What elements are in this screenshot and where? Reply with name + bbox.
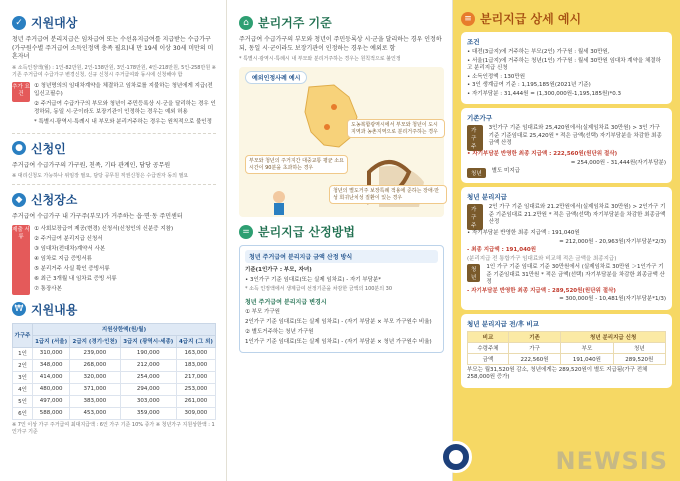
table-cell: 268,000: [70, 359, 121, 371]
section-title: 신청장소: [31, 193, 78, 207]
table-cell: 183,000: [176, 359, 215, 371]
callout-commute: 부모와 청년의 주거지간 대중교통 평균 소요시간이 90분을 초과하는 경우: [245, 155, 348, 174]
calc-item: ① 부모 가구원: [245, 309, 280, 315]
card-title: 청년 분리지급 전/후 비교: [467, 319, 539, 328]
list-item: ① 청년명의의 임대차계약을 체결하고 임차료를 지불하는 청년에게 지급(전입신고필수): [34, 82, 213, 97]
section-detail: [461, 10, 672, 27]
table-row: [13, 359, 216, 371]
compare-note: 부모는 월31,520원 감소, 청년에게는 289,520원이 별도 지급됨(가구 전체 258,000원 증가): [467, 366, 648, 380]
table-cell: 가구: [508, 342, 560, 353]
watermark: NEWSIS: [555, 447, 668, 475]
householder-tag: 가구주: [467, 125, 483, 151]
list-item: ⑤ 분리거주 사실 확인 증빙서류: [34, 265, 110, 272]
compare-card: [461, 314, 672, 388]
card-title: 청년 분리지급: [467, 193, 507, 201]
condition-card: [461, 32, 672, 104]
list-item: * 특별시·광역시·특례시 내 부모와 분리거주하는 경우는 원칙적으로 불인정: [34, 118, 212, 125]
section-title: 신청인: [31, 141, 66, 156]
right-panel: [453, 0, 680, 481]
table-note: ※ 7인 이상 가구 주거급여 최대지급액 : 6인 가구 기준 10% 증가 ※ 청년가구 지원상한액 : 1인가구 기준: [12, 421, 215, 435]
calc-item: 2인가구 기준 임대료(또는 실제 임차료) - (자기 부담분 × 부모 가구원수 비율): [245, 319, 432, 325]
check-icon: ✓: [12, 16, 26, 30]
doc-tag: 제출 서류: [12, 225, 30, 295]
ministry-seal-logo: [440, 441, 472, 473]
section-calc: [239, 223, 444, 240]
section-title: 지원대상: [31, 16, 78, 30]
table-cell: 217,000: [176, 371, 215, 383]
table-cell: 청년: [613, 342, 665, 353]
table-header: 청년 분리지급 신청: [561, 331, 666, 342]
list-item: ③ 임대차(전대차)계약서 사본: [34, 245, 106, 252]
split-calc: • 자기부담분 반영한 최종 지급액 : 191,040원: [467, 230, 580, 236]
table-cell: 4인: [13, 383, 33, 395]
list-item: ⑥ 최근 3개월 내 임차료 증빙 서류: [34, 275, 117, 282]
table-row: [13, 395, 216, 407]
applicant-text: 주거급여 수급가구의 가구원, 친족, 기타 관계인, 담당 공무원: [12, 161, 171, 169]
table-cell: 190,000: [120, 347, 176, 359]
table-row: [13, 371, 216, 383]
table-cell: 309,000: [176, 407, 215, 419]
table-cell: 371,000: [70, 383, 121, 395]
section-title: 분리거주 기준: [258, 16, 332, 30]
req-tag: 추가 요건: [12, 82, 30, 102]
cond-line: • 대전(3급지)에 거주하는 부모(2인) 가구원 : 월세 30만원,: [467, 49, 610, 55]
example-illustration: [239, 67, 444, 217]
section-support: [12, 301, 216, 318]
callout-disability: 청년의 별도거주 보장특례 적용에 준하는 장애·만성 희귀난치성 질환이 있는 경우: [329, 185, 447, 204]
table-cell: 수령주체: [468, 342, 509, 353]
separate-note: * 특별시·광역시·특례시 내 부모와 분리거주하는 경우는 원칙적으로 불인정: [239, 56, 401, 62]
calc-base: 기준(1인가구 : 부모, 자녀): [245, 267, 312, 273]
section-applicant: [12, 140, 216, 157]
table-cell: 588,000: [33, 407, 70, 419]
divider: [12, 184, 216, 185]
table-cell: 212,000: [120, 359, 176, 371]
existing-calc: = 254,000원 - 31,444원(자기부담분): [570, 159, 666, 166]
existing-card: [461, 108, 672, 183]
table-cell: 3인: [13, 371, 33, 383]
calc-note: * 소득 인정액에서 생계급여 선정기준을 차감한 금액의 100분의 30: [245, 286, 393, 292]
split-final: - 최종 지급액 : 191,040원: [467, 247, 537, 253]
requirements-box: [12, 82, 216, 128]
separate-text: 주거급여 수급가구의 부모와 청년이 주민등록상 시·군을 달리하는 경우 인정하되, 동일 시·군이라도 보장기관이 인정하는 경우는 예외로 함: [239, 36, 442, 52]
table-cell: 310,000: [33, 347, 70, 359]
table-header: 가구주: [13, 323, 33, 347]
table-cell: 414,000: [33, 371, 70, 383]
table-cell: 5인: [13, 395, 33, 407]
table-cell: 254,000: [120, 371, 176, 383]
place-text: 주거급여 수급가구 내 가구주(부모)가 거주하는 읍·면·동 주민센터: [12, 213, 183, 220]
list-item: ① 사회보장급여 제공(변경) 신청서(신청인의 신분증 지참): [34, 225, 174, 232]
list-icon: ≡: [461, 12, 475, 26]
table-header: 1급지 (서울): [33, 335, 70, 347]
left-panel: [0, 0, 226, 481]
existing-final: • 자기부담분 반영한 최종 지급액 : 222,560원(원단위 절삭): [467, 151, 618, 157]
doc-list: [34, 225, 173, 295]
table-header: 3급지 (광역시·세종): [120, 335, 176, 347]
calc-box-title: 청년 주거급여 분리지급 금액 산정 방식: [245, 250, 438, 263]
split-note: (분리지급 전 통합가구 임대료와 비교해 적은 금액을 최종지급): [467, 255, 617, 262]
table-cell: 253,000: [176, 383, 215, 395]
existing-youth-row: [467, 168, 666, 178]
calculator-icon: =: [239, 225, 253, 239]
table-cell: 289,520원: [613, 353, 665, 364]
split-youth-row: [467, 264, 666, 288]
support-table: [12, 323, 216, 420]
cond-line: • 서울(1급지)에 거주하는 청년(1인) 가구원 : 월세 30만원 임대차 계약을 체결하고 분리지급 신청: [467, 57, 661, 71]
section-separate: [239, 14, 444, 31]
table-body: [13, 347, 216, 419]
table-cell: 303,000: [120, 395, 176, 407]
split-line: 2인 가구 기준 임대료와 21.2만원에서(실제임차료 30만원) > 2인가구 기준 기준임대료 21.2만원 * 적은 금액(선택) 자기부담분을 차감한 최종금액 산정: [488, 204, 666, 225]
section-title: 지원내용: [31, 302, 78, 317]
section-title: 분리지급 상세 예시: [480, 12, 582, 26]
table-cell: 239,000: [70, 347, 121, 359]
req-list: [34, 82, 216, 128]
calc-item: 1인가구 기준 임대료(또는 실제 임차료) - (자기 부담분 × 청년 가구원수 비율): [245, 339, 432, 345]
table-cell: 480,000: [33, 383, 70, 395]
calc-box: [239, 245, 444, 353]
table-row: [13, 383, 216, 395]
middle-panel: [226, 0, 453, 481]
calc-formula: • 3인가구 기준 임대료(또는 실제 임차료) - 자기 부담분*: [245, 277, 382, 283]
existing-youth: 별도 미지급: [491, 168, 520, 174]
location-icon: ◆: [12, 193, 26, 207]
table-row: [13, 347, 216, 359]
table-cell: 1인: [13, 347, 33, 359]
list-item: ② 주거급여 분리지급 신청서: [34, 235, 103, 242]
callout-rural: 도농복합광역시에서 부모와 청년이 도시지역과 농촌지역으로 분리거주하는 경우: [347, 119, 445, 138]
table-cell: 191,040원: [561, 353, 613, 364]
cond-line: • 3인 생계급여 기준 : 1,195,185원(2021년 기준): [467, 82, 591, 88]
table-cell: 금액: [468, 353, 509, 364]
existing-line: 3인가구 기준 임대료와 25,420원에서(실제임차료 30만원) > 3인 가구 기준 기준임대료 25,420원 * 적은 금액(선택) 자기부담분을 차감한 최종금액 산정: [488, 125, 662, 146]
table-cell: 453,000: [70, 407, 121, 419]
example-tab: 예외인정사례 예시: [245, 71, 307, 84]
list-item: ④ 임차료 지급 증빙서류: [34, 255, 92, 262]
card-title: 조건: [467, 38, 480, 46]
card-title: 기존가구: [467, 114, 493, 122]
table-header: 4급지 (그 외): [176, 335, 215, 347]
list-item: ⑦ 통장사본: [34, 285, 62, 292]
table-cell: 2인: [13, 359, 33, 371]
table-cell: 383,000: [70, 395, 121, 407]
eligibility-note: ※ 소득인정액(월) : 1인-82만원, 2인-138만원, 3인-178만원, 4인-218만원, 5인-258만원 ※ 기존 주거급여 수급가구 변경신청, 신규 신청시 주거급여와 동시에 신청해야 함: [12, 64, 216, 78]
table-cell: 6인: [13, 407, 33, 419]
compare-table: [467, 331, 666, 365]
person-icon: ●: [12, 141, 26, 155]
documents-box: [12, 225, 216, 295]
table-cell: 348,000: [33, 359, 70, 371]
section-place: [12, 191, 216, 208]
table-cell: 부모: [561, 342, 613, 353]
divider: [12, 133, 216, 134]
table-header: 비교: [468, 331, 509, 342]
youth-tag: 청년: [467, 264, 480, 282]
table-header: 지원상한액(원/월): [33, 323, 216, 335]
list-item: ② 주거급여 수급가구의 부모와 청년이 주민등록상 시·군을 달리하는 경우 인정하되, 동일 시·군이라도 보장기관이 인정하는 경우는 예외 허용: [34, 100, 216, 115]
home-icon: ⌂: [239, 16, 253, 30]
split-card: [461, 187, 672, 310]
eligibility-text: 청년 주거급여 분리지급은 임차급여 또는 수선유지급여를 지급받는 수급가구(가구원수별 주거급여 소득인정액 충족 필요)내 만 19세 이상 30세 미만의 미혼자녀: [12, 36, 214, 60]
youth-tag: 청년: [467, 168, 486, 178]
cond-line: • 자기부담분 : 31,444원 = (1,300,000원-1,195,185원)*0.3: [467, 90, 621, 97]
section-title: 분리지급 산정방법: [258, 225, 355, 239]
table-cell: 320,000: [70, 371, 121, 383]
table-cell: 497,000: [33, 395, 70, 407]
money-icon: ₩: [12, 302, 26, 316]
split-row: [467, 204, 666, 230]
calc-sub: 청년 주거급여 분리지급 변경시: [245, 299, 327, 306]
table-cell: 261,000: [176, 395, 215, 407]
table-cell: 359,000: [120, 407, 176, 419]
table-cell: 222,560원: [508, 353, 560, 364]
cond-line: • 소득인정액 : 130만원: [467, 73, 526, 80]
split-calc: = 212,000원 - 20,963원(자기부담분*2/3): [559, 238, 666, 245]
table-header: 기존: [508, 331, 560, 342]
split-youth-line: 1인 가구 기준 임대료 기준 30만원에서 (실제임차료 30만원 ＞1인가구 기준 기준임대료 31만원 * 적은 금액(선택) 자기부담분을 차감한 최종금액 산정: [486, 264, 665, 285]
table-cell: 294,000: [120, 383, 176, 395]
table-cell: 163,000: [176, 347, 215, 359]
table-header: 2급지 (경기·인천): [70, 335, 121, 347]
table-row: [13, 407, 216, 419]
householder-tag: 가구주: [467, 204, 483, 230]
split-youth-calc: = 300,000원 - 10,481원(자기부담분*1/3): [559, 296, 666, 302]
calc-item: ② 별도거주하는 청년 가구원: [245, 329, 314, 335]
existing-row: [467, 125, 666, 151]
applicant-note: ※ 대리신청도 가능하나 위임장 필요, 담당 공무원 직권신청은 수급권자 동의 필요: [12, 173, 189, 179]
split-youth-final: - 자기부담분 반영한 최종 지급액 : 289,520원(원단위 절삭): [467, 287, 616, 294]
section-eligibility: [12, 14, 216, 31]
